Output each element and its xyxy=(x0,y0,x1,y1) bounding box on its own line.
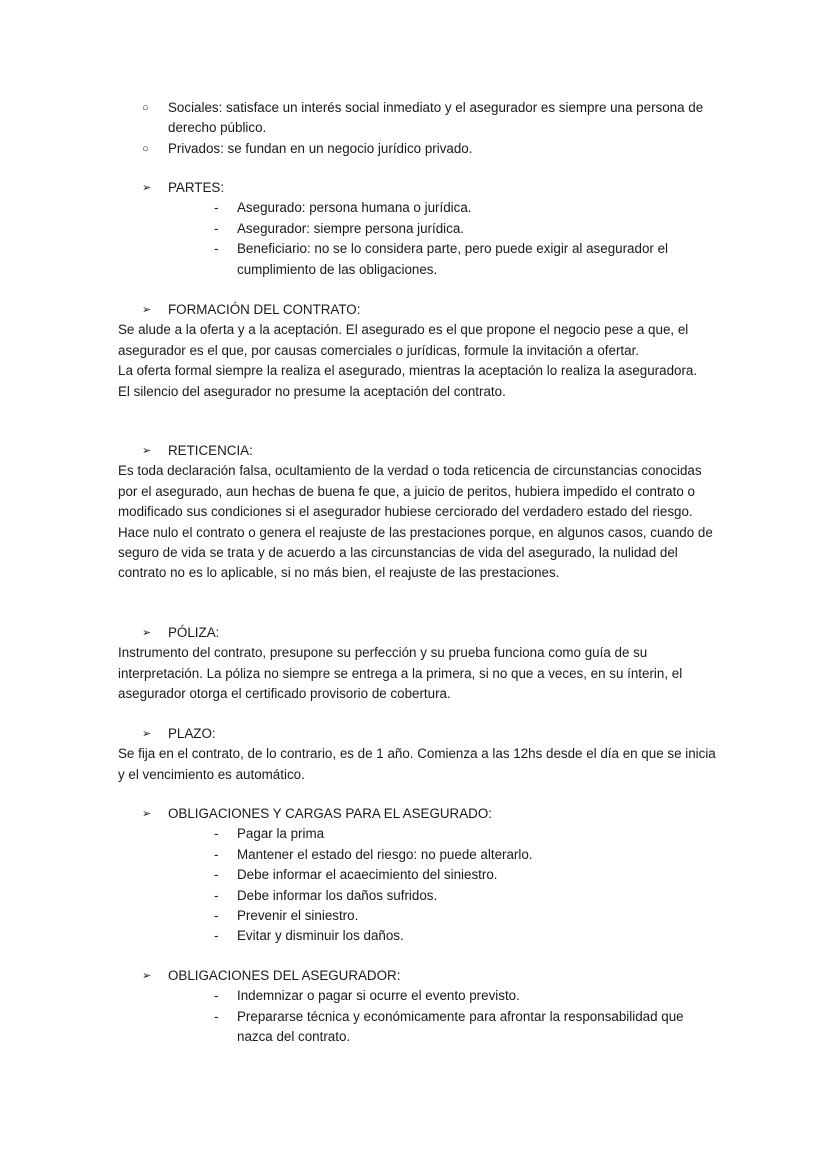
arrow-bullet-icon: ➢ xyxy=(142,445,152,457)
list-item: - Asegurador: siempre persona jurídica. xyxy=(214,219,718,239)
section-poliza xyxy=(118,623,718,705)
list-item: ○ Privados: se fundan en un negocio jurídico privado. xyxy=(142,139,722,159)
section-heading: ➢ FORMACIÓN DEL CONTRATO: xyxy=(118,300,718,320)
obligaciones-asegurador-list xyxy=(118,986,718,1047)
dash-bullet-icon: - xyxy=(214,928,219,944)
arrow-bullet-icon: ➢ xyxy=(142,627,152,639)
list-item: - Indemnizar o pagar si ocurre el evento previsto. xyxy=(214,986,718,1006)
section-heading: ➢ PLAZO: xyxy=(118,724,718,744)
paragraph: La oferta formal siempre la realiza el asegurado, mientras la aceptación lo realiza la aseguradora. xyxy=(118,363,698,379)
section-plazo xyxy=(118,724,718,785)
list-item: ○ Sociales: satisface un interés social inmediato y el asegurador es siempre una persona de derecho público. xyxy=(142,100,704,136)
insurance-types-list xyxy=(142,98,722,159)
dash-bullet-icon: - xyxy=(214,887,219,903)
dash-bullet-icon: - xyxy=(214,1008,219,1024)
dash-bullet-icon: - xyxy=(214,846,219,862)
paragraph: Instrumento del contrato, presupone su perfección y su prueba funciona como guía de su interpretación. La póliza no siempre se entrega a la primera, si no que a veces, en su ínterin, el asegurador otorga el certificado provisorio de cobertura. xyxy=(118,645,683,702)
section-heading: ➢ OBLIGACIONES DEL ASEGURADOR: xyxy=(118,966,718,986)
arrow-bullet-icon: ➢ xyxy=(142,970,152,982)
dash-bullet-icon: - xyxy=(214,200,219,216)
section-heading: ➢ PÓLIZA: xyxy=(118,623,718,643)
section-heading: ➢ OBLIGACIONES Y CARGAS PARA EL ASEGURADO: xyxy=(118,804,718,824)
partes-list xyxy=(118,198,718,280)
list-item: - Beneficiario: no se lo considera parte, pero puede exigir al asegurador el cumplimiento de las obligaciones. xyxy=(214,241,668,277)
dash-bullet-icon: - xyxy=(214,867,219,883)
list-item: - Asegurado: persona humana o jurídica. xyxy=(214,198,718,218)
obligaciones-asegurado-list xyxy=(118,824,718,946)
list-item: - Pagar la prima xyxy=(214,824,718,844)
arrow-bullet-icon: ➢ xyxy=(142,182,152,194)
section-obligaciones-asegurado xyxy=(118,804,718,947)
list-item: - Mantener el estado del riesgo: no puede alterarlo. xyxy=(214,845,718,865)
arrow-bullet-icon: ➢ xyxy=(142,728,152,740)
paragraph: Es toda declaración falsa, ocultamiento de la verdad o toda reticencia de circunstancias conocidas por el asegurado, aun hechas de buena fe que, a juicio de peritos, hubiera impedido el contrato o modificado sus condiciones si el asegurador hubiese cerciorado del verdadero estado del riesgo. Hace nulo el contrato o genera el reajuste de las prestaciones porque, en algunos casos, cuando de seguro de vida se trata y de acuerdo a las circunstancias de vida del asegurado, la nulidad del contrato no es lo aplicable, si no más bien, el reajuste de las prestaciones. xyxy=(118,463,713,581)
list-item: - Prepararse técnica y económicamente para afrontar la responsabilidad que nazca del contrato. xyxy=(214,1008,684,1045)
arrow-bullet-icon: ➢ xyxy=(142,304,152,316)
section-formacion xyxy=(118,300,718,402)
dash-bullet-icon: - xyxy=(214,908,219,924)
section-partes xyxy=(118,178,718,280)
section-heading: ➢ RETICENCIA: xyxy=(118,441,718,461)
dash-bullet-icon: - xyxy=(214,988,219,1004)
list-item: - Debe informar los daños sufridos. xyxy=(214,886,718,906)
circle-bullet-icon: ○ xyxy=(142,142,149,155)
dash-bullet-icon: - xyxy=(214,826,219,842)
circle-bullet-icon: ○ xyxy=(142,102,149,114)
list-item: - Prevenir el siniestro. xyxy=(214,906,718,926)
section-reticencia xyxy=(118,441,718,584)
list-item: - Debe informar el acaecimiento del siniestro. xyxy=(214,865,718,885)
paragraph: Se fija en el contrato, de lo contrario, es de 1 año. Comienza a las 12hs desde el día en que se inicia y el vencimiento es automático. xyxy=(118,746,716,782)
arrow-bullet-icon: ➢ xyxy=(142,808,152,820)
section-obligaciones-asegurador xyxy=(118,966,718,1048)
dash-bullet-icon: - xyxy=(214,241,219,257)
list-item: - Evitar y disminuir los daños. xyxy=(214,926,718,946)
dash-bullet-icon: - xyxy=(214,220,219,236)
section-heading: ➢ PARTES: xyxy=(118,178,718,198)
paragraph: El silencio del asegurador no presume la aceptación del contrato. xyxy=(118,383,506,399)
paragraph: Se alude a la oferta y a la aceptación. El asegurado es el que propone el negocio pese a que, el asegurador es el que, por causas comerciales o jurídicas, formule la invitación a ofertar. xyxy=(118,322,689,358)
